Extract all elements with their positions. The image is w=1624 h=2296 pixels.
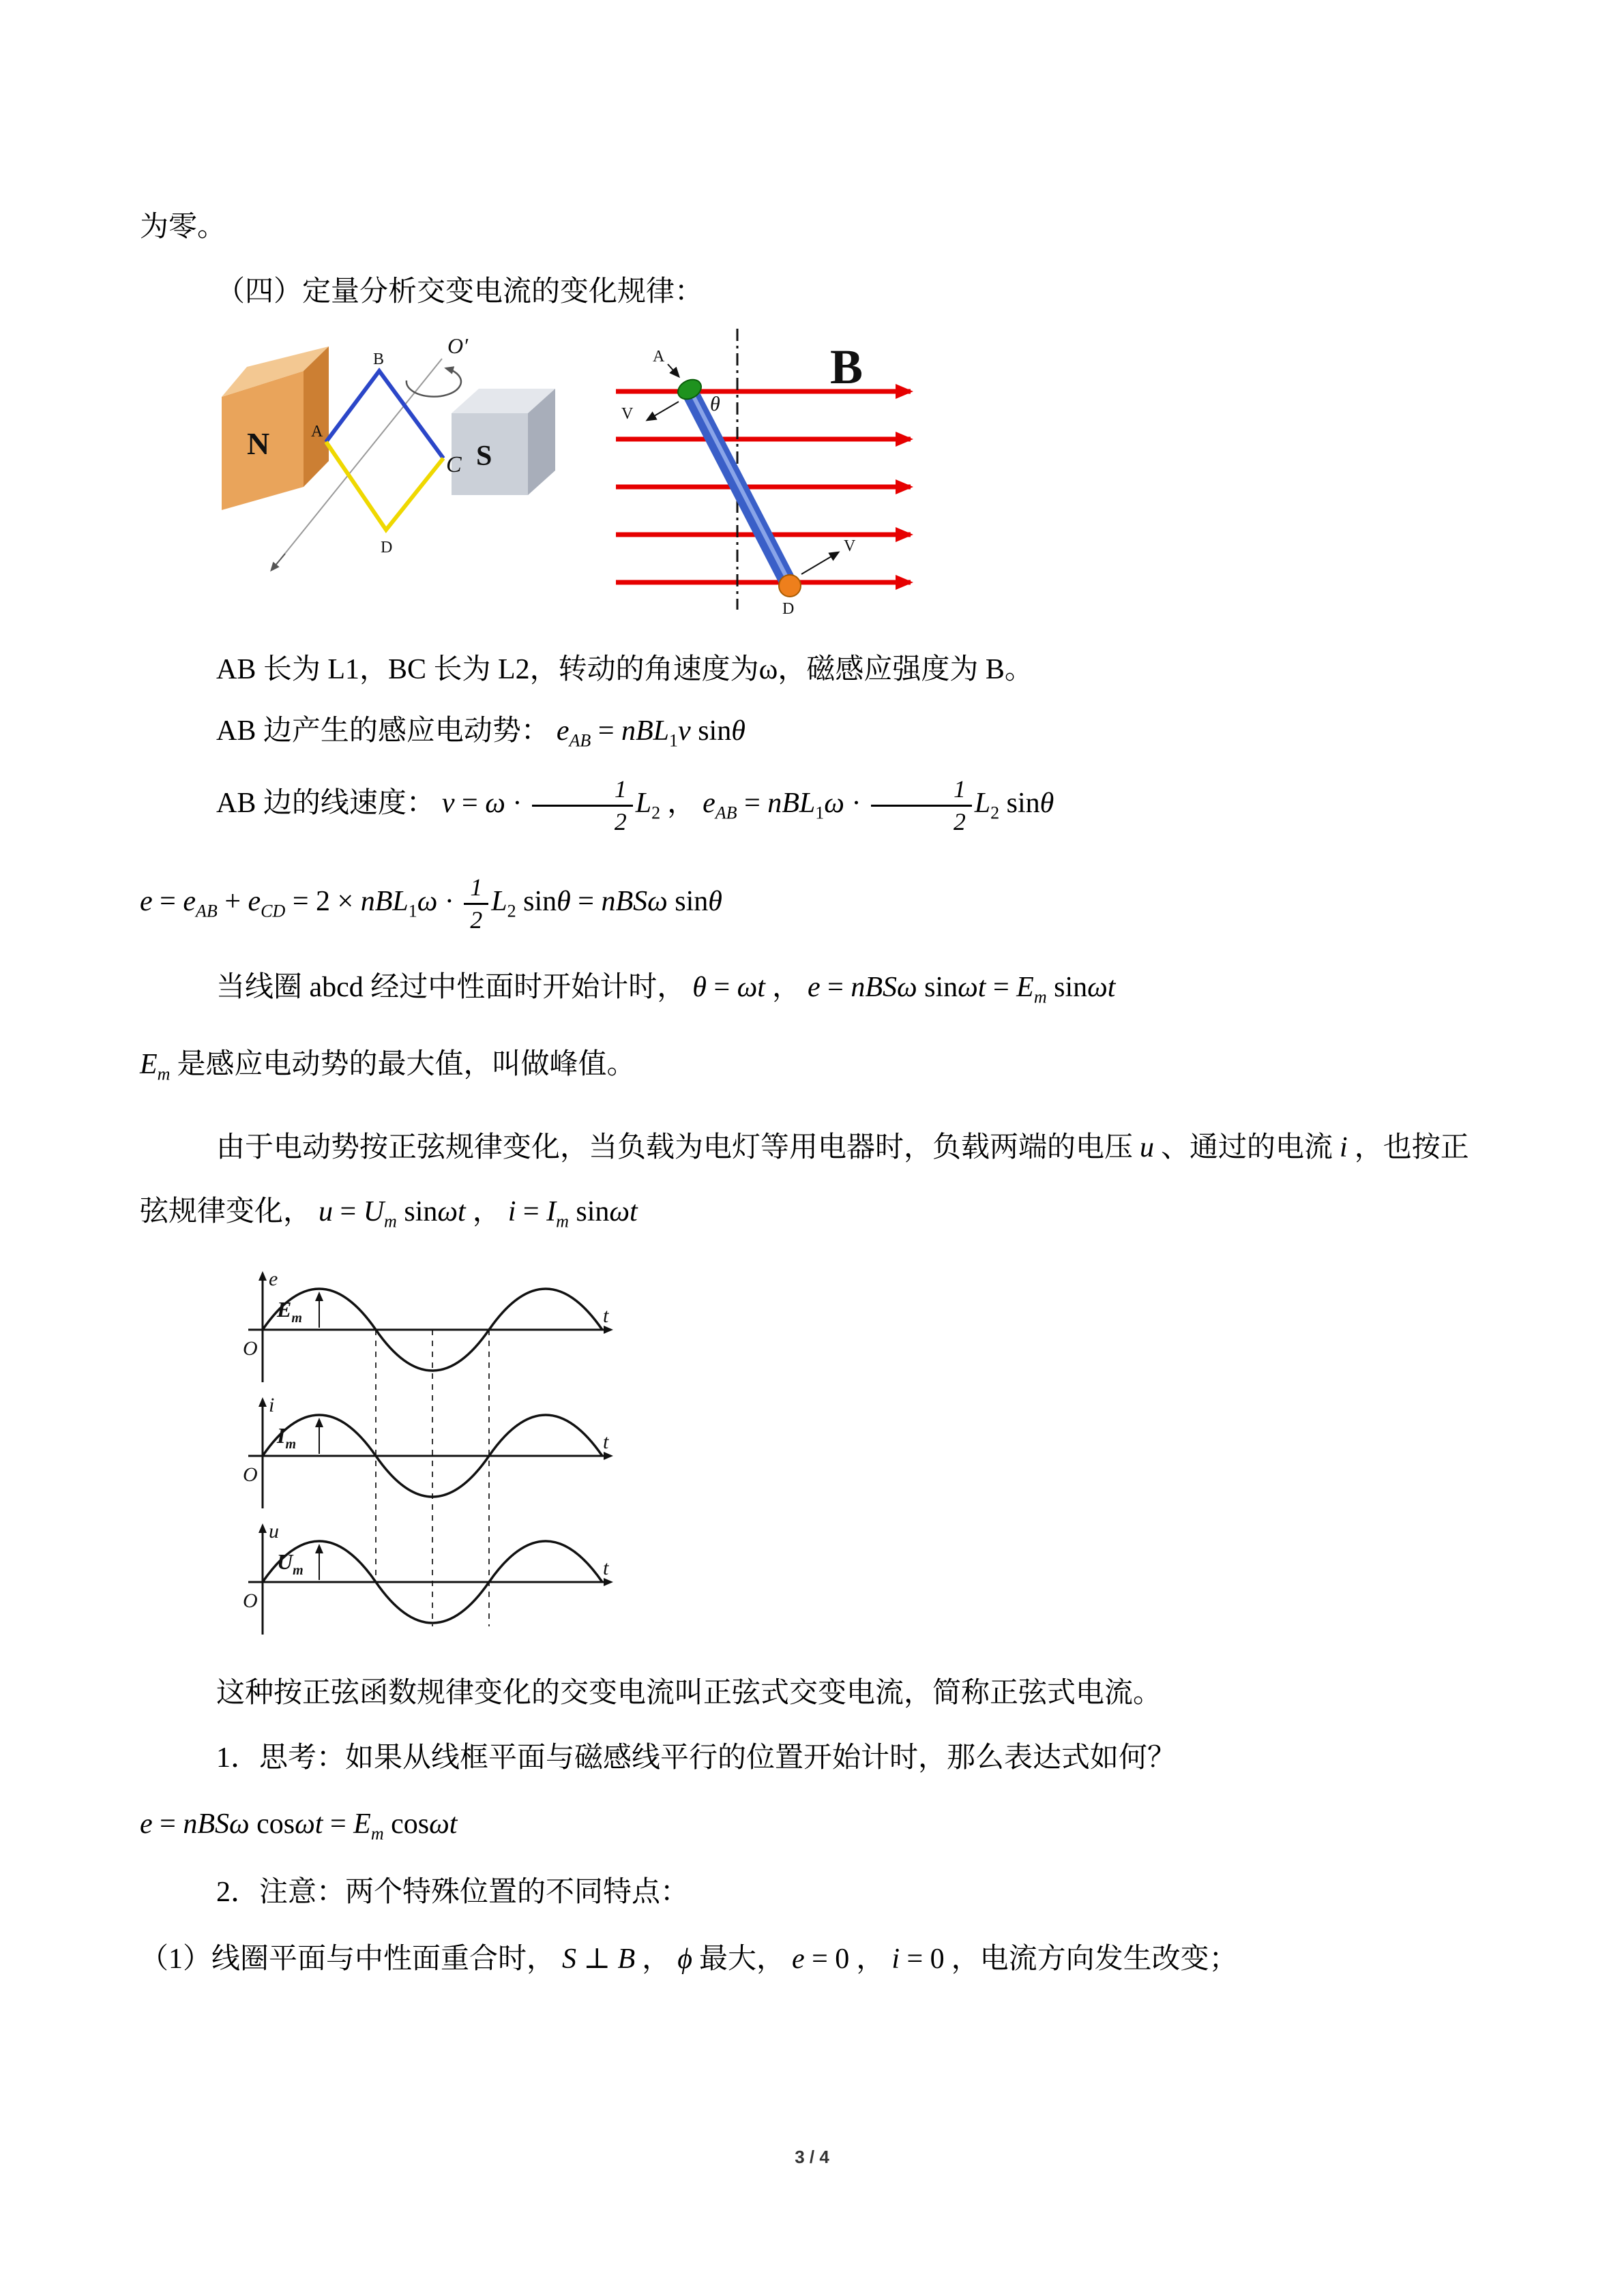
axis-end-arrow xyxy=(271,554,285,570)
a-pointer-arrow xyxy=(668,364,679,376)
inline-i: i xyxy=(1340,1131,1348,1163)
v-top-label: V xyxy=(621,405,634,423)
t-axis-label: t xyxy=(603,1304,609,1327)
velocity-arrow-top xyxy=(647,402,679,420)
line-linear-velocity xyxy=(140,775,1481,836)
line-item1 xyxy=(140,1937,1481,1982)
waveform-e-graph xyxy=(243,1268,611,1382)
coil-corner-a-label: A xyxy=(311,423,323,441)
axis-o-prime-label: O′ xyxy=(447,333,469,359)
emf-ab-label: AB 边产生的感应电动势： xyxy=(216,715,550,747)
n-pole-side-face xyxy=(304,346,329,487)
formula-e-total: $e = e_{AB} + e_{CD} = 2 \times nBL_1\omega$ · $\frac{1}{2}$ $L_2$ sinθ = nBSω sinθ xyxy=(140,873,722,934)
theta-label: θ xyxy=(710,393,720,416)
formula-theta: θ = ωt xyxy=(692,971,765,1003)
line-neutral-plane xyxy=(140,965,1481,1011)
s-pole-magnet xyxy=(452,389,555,495)
field-b-label: B xyxy=(830,340,863,395)
rod-field-figure xyxy=(610,323,938,616)
line-ab-bc: AB 长为 L1，BC 长为 L2，转动的角速度为ω，磁感应强度为 B。 xyxy=(216,654,1033,686)
figure-row xyxy=(205,323,1481,616)
v-bottom-label: V xyxy=(844,537,856,556)
waveform-u-graph xyxy=(243,1520,611,1635)
t-axis-label: t xyxy=(603,1430,609,1453)
paragraph-weiling: 为零。 xyxy=(140,211,226,243)
line-e-total xyxy=(140,874,1481,934)
peak-label-em: $E_m$ xyxy=(277,1296,302,1326)
separator-comma-2: ， xyxy=(771,971,801,1003)
section-heading-4: （四）定量分析交变电流的变化规律： xyxy=(216,276,704,308)
peak-label-im: $I_m$ xyxy=(277,1422,297,1452)
line-think-question: 1．思考：如果从线框平面与磁感线平行的位置开始计时，那么表达式如何？ xyxy=(216,1742,1177,1774)
generator-figure xyxy=(205,323,566,589)
rod-end-d-cap xyxy=(779,575,801,597)
sine-law-text-1: 由于电动势按正弦规律变化，当负载为电灯等用电器时，负载两端的电压 xyxy=(216,1131,1134,1163)
formula-e-sin: e = nBSω $\sin\omega t = E_m$ sinωt xyxy=(807,971,1116,1007)
sine-law-text-3: ，也按正弦规律变化， xyxy=(140,1131,1469,1228)
coil-corner-d-label: D xyxy=(381,539,393,557)
origin-label: O xyxy=(243,1337,258,1360)
formula-e-cos: e = nBSω $\cos\omega t = E_m$ cosωt xyxy=(140,1808,458,1844)
waveform-figure xyxy=(239,1262,621,1643)
peak-label-um: $U_m$ xyxy=(277,1549,304,1578)
formula-u: $u = U_m$ sinωt xyxy=(319,1196,466,1232)
end-a-label: A xyxy=(653,348,665,366)
t-axis-label: t xyxy=(603,1556,609,1579)
item1-prefix-text: （1）线圈平面与中性面重合时， xyxy=(140,1943,556,1975)
axis-var-i: i xyxy=(269,1393,275,1416)
formula-emf-ab: $e_{AB} = nBL_1v$ sinθ xyxy=(556,715,745,750)
origin-label: O xyxy=(243,1589,258,1612)
formula-s-perp-b: S ⊥ B xyxy=(562,1943,636,1975)
formula-e-zero: e = 0 xyxy=(791,1943,850,1975)
coil-corner-c-label: C xyxy=(446,452,462,478)
coil-wire-blue xyxy=(326,371,443,458)
formula-i: $i = I_m$ sinωt xyxy=(507,1196,638,1232)
item1-phi-text: 最大， xyxy=(698,1943,785,1975)
inline-u: u xyxy=(1140,1131,1155,1163)
separator-comma-5: ， xyxy=(856,1943,885,1975)
end-d-label: D xyxy=(782,600,795,617)
formula-emf-ab-omega: $e_{AB} = nBL_1\omega$ · $\frac{1}{2}$ $L_2$ sinθ xyxy=(703,775,1054,835)
s-pole-label: S xyxy=(476,441,492,473)
waveform-i-graph xyxy=(243,1394,611,1508)
line-sinusoidal-def: 这种按正弦函数规律变化的交变电流叫正弦式交变电流，简称正弦式电流。 xyxy=(216,1677,1162,1709)
item1-suffix-text: ，电流方向发生改变； xyxy=(951,1943,1238,1975)
neutral-plane-text: 当线圈 abcd 经过中性面时开始计时， xyxy=(216,971,686,1003)
origin-label: O xyxy=(243,1463,258,1486)
magnetic-field-lines xyxy=(616,391,911,582)
line-note: 2．注意：两个特殊位置的不同特点： xyxy=(216,1877,690,1909)
rotation-direction-arrow xyxy=(407,368,461,397)
separator-comma-3: ， xyxy=(472,1196,501,1228)
line-peak-value xyxy=(140,1042,1481,1088)
axis-var-e: e xyxy=(269,1267,278,1290)
sine-law-text-2: 、通过的电流 xyxy=(1161,1131,1333,1163)
formula-em: $E_m$ xyxy=(140,1048,171,1084)
axis-var-u: u xyxy=(269,1519,279,1542)
separator-comma-1: ， xyxy=(667,787,696,819)
coil-wire-yellow xyxy=(326,442,443,530)
linear-velocity-label: AB 边的线速度： xyxy=(216,787,435,819)
page-number: 3 / 4 xyxy=(795,2147,829,2167)
formula-i-zero: i = 0 xyxy=(891,1943,945,1975)
coil-corner-b-label: B xyxy=(373,351,385,369)
velocity-arrow-bottom xyxy=(801,552,838,574)
formula-v: v = ω · $\frac{1}{2}$ $L_2$ xyxy=(441,775,661,835)
line-emf-ab xyxy=(140,709,1481,755)
line-e-cos xyxy=(140,1802,1481,1848)
formula-phi: ϕ xyxy=(677,1943,692,1975)
separator-comma-4: ， xyxy=(642,1943,671,1975)
waveform-figure-wrap xyxy=(239,1262,1481,1647)
peak-value-text: 是感应电动势的最大值，叫做峰值。 xyxy=(177,1048,636,1080)
paragraph-sine-law xyxy=(140,1116,1481,1244)
n-pole-label: N xyxy=(247,426,270,462)
